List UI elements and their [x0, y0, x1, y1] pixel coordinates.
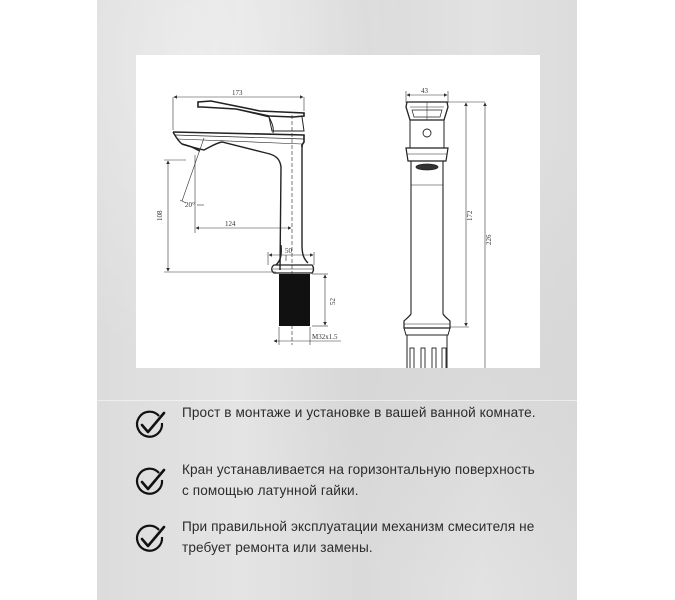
dim-thread-length: 52 [329, 298, 337, 305]
dim-total-height: 226 [485, 234, 493, 245]
front-view [404, 102, 450, 368]
dim-spout-height: 108 [156, 210, 164, 221]
dim-width: 43 [421, 87, 428, 95]
feature-list [133, 400, 553, 571]
feature-text: Прост в монтаже и установке в вашей ванной комнате. [182, 405, 536, 420]
check-circle-icon [133, 465, 167, 499]
feature-text: При правильной эксплуатации механизм смесителя не требует ремонта или замены. [182, 519, 535, 555]
product-info-panel [97, 0, 577, 600]
feature-text: Кран устанавливается на горизонтальную поверхность с помощью латунной гайки. [182, 462, 535, 498]
dim-base-diameter: 50 [285, 247, 292, 255]
feature-item [133, 514, 553, 571]
dim-spout-angle: 20° [185, 201, 195, 209]
dim-body-height: 172 [466, 210, 474, 221]
check-circle-icon [133, 522, 167, 556]
feature-item [133, 400, 553, 457]
feature-item [133, 457, 553, 514]
dim-spout-reach: 124 [225, 220, 236, 228]
side-view-labels [156, 89, 338, 341]
dim-total-length: 173 [232, 89, 243, 97]
threaded-shank [279, 274, 310, 326]
dim-thread-spec: M32x1.5 [312, 333, 338, 341]
check-circle-icon [133, 408, 167, 442]
faucet-drawing [136, 55, 540, 368]
technical-drawing-card [136, 55, 540, 368]
